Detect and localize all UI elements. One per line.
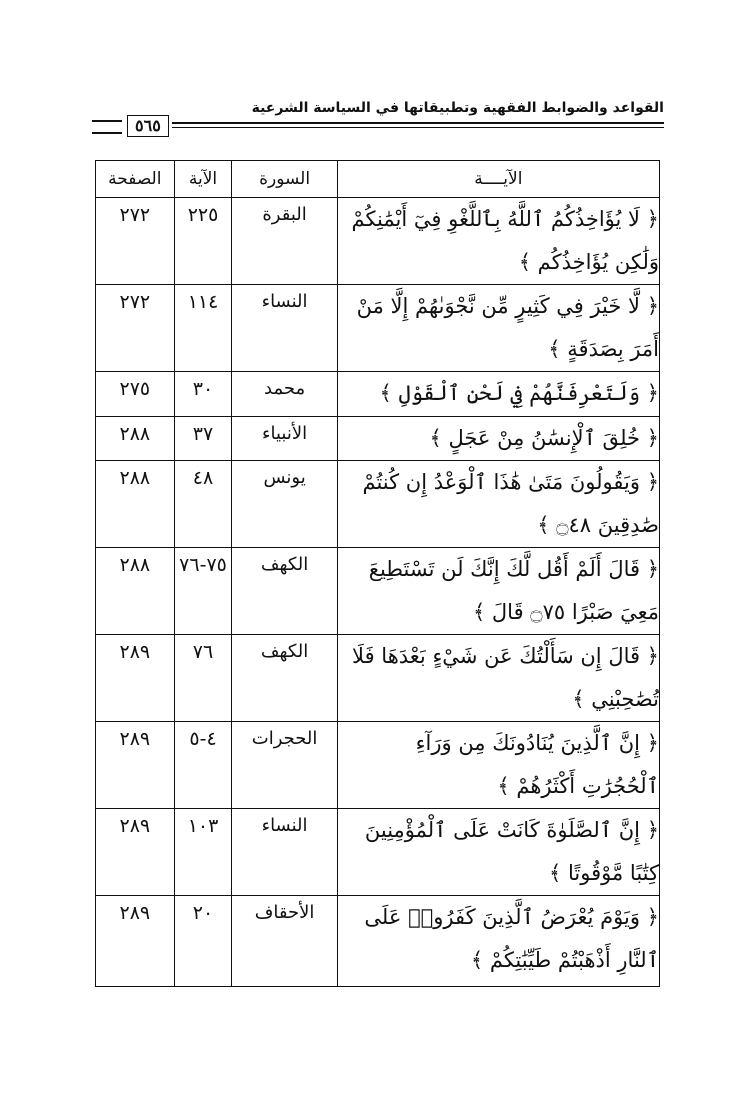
page-ref: ٢٧٥ (96, 372, 175, 417)
table-row (96, 896, 660, 987)
surah-name: الكهف (232, 635, 337, 722)
verse-index-table (95, 160, 660, 987)
table-row (96, 548, 660, 635)
ayah-text: ﴿ لَا يُؤَاخِذُكُمُ ٱللَّهُ بِٱللَّغْوِ فِيٓ أَيْمَٰنِكُمْ وَلَٰكِن يُؤَاخِذُكُم ﴾ (337, 198, 659, 285)
table-row (96, 635, 660, 722)
table-row (96, 417, 660, 461)
ayah-text: ﴿ وَيَوْمَ يُعْرَضُ ٱلَّذِينَ كَفَرُوا۟ عَلَى ٱلنَّارِ أَذْهَبْتُمْ طَيِّبَٰتِكُمْ ﴾ (337, 896, 659, 987)
verse-number: ٣٠ (174, 372, 232, 417)
header-rule-thin (172, 127, 664, 128)
verse-number: ٤-٥ (174, 722, 232, 809)
header-rule (172, 122, 664, 124)
table-row (96, 198, 660, 285)
table-row (96, 722, 660, 809)
page-ref: ٢٨٩ (96, 635, 175, 722)
table-row (96, 461, 660, 548)
page-ref: ٢٧٢ (96, 285, 175, 372)
table-header-row (96, 161, 660, 198)
verse-number: ٤٨ (174, 461, 232, 548)
column-header-verse: الآية (174, 161, 232, 198)
verse-number: ٢٢٥ (174, 198, 232, 285)
ayah-text: ﴿ وَلَتَعْرِفَنَّهُمْ فِي لَحْنِ ٱلْقَوْلِ ﴾ (337, 372, 659, 417)
surah-name: الحجرات (232, 722, 337, 809)
ayah-text: ﴿ إِنَّ ٱلصَّلَوٰةَ كَانَتْ عَلَى ٱلْمُؤْمِنِينَ كِتَٰبًا مَّوْقُوتًا ﴾ (337, 809, 659, 896)
ayah-text: ﴿ إِنَّ ٱلَّذِينَ يُنَادُونَكَ مِن وَرَآءِ ٱلْحُجُرَٰتِ أَكْثَرُهُمْ ﴾ (337, 722, 659, 809)
table-row (96, 285, 660, 372)
running-title: القواعد والضوابط الفقهية وتطبيقاتها في السياسة الشرعية (251, 100, 664, 116)
page-ref: ٢٨٨ (96, 548, 175, 635)
verse-number: ١٠٣ (174, 809, 232, 896)
ayah-text: ﴿ خُلِقَ ٱلْإِنسَٰنُ مِنْ عَجَلٍ ﴾ (337, 417, 659, 461)
surah-name: النساء (232, 285, 337, 372)
table-row (96, 372, 660, 417)
table-row (96, 809, 660, 896)
page-header (92, 100, 664, 140)
page-ref: ٢٨٨ (96, 461, 175, 548)
surah-name: يونس (232, 461, 337, 548)
verse-number: ١١٤ (174, 285, 232, 372)
column-header-surah: السورة (232, 161, 337, 198)
verse-number: ٢٠ (174, 896, 232, 987)
page-ref: ٢٨٩ (96, 722, 175, 809)
page-ref: ٢٧٢ (96, 198, 175, 285)
surah-name: النساء (232, 809, 337, 896)
ayah-text: ﴿ قَالَ أَلَمْ أَقُل لَّكَ إِنَّكَ لَن تَسْتَطِيعَ مَعِيَ صَبْرًا ۝٧٥ قَالَ ﴾ (337, 548, 659, 635)
page-ref: ٢٨٩ (96, 809, 175, 896)
surah-name: محمد (232, 372, 337, 417)
ayah-text: ﴿ وَيَقُولُونَ مَتَىٰ هَٰذَا ٱلْوَعْدُ إِن كُنتُمْ صَٰدِقِينَ ۝٤٨ ﴾ (337, 461, 659, 548)
column-header-page: الصفحة (96, 161, 175, 198)
page-ref: ٢٨٨ (96, 417, 175, 461)
verse-number: ٣٧ (174, 417, 232, 461)
page-ref: ٢٨٩ (96, 896, 175, 987)
surah-name: الأنبياء (232, 417, 337, 461)
column-header-ayah: الآيــــة (337, 161, 659, 198)
surah-name: البقرة (232, 198, 337, 285)
surah-name: الأحقاف (232, 896, 337, 987)
ayah-text: ﴿ قَالَ إِن سَأَلْتُكَ عَن شَيْءٍ بَعْدَهَا فَلَا تُصَٰحِبْنِي ﴾ (337, 635, 659, 722)
verse-number: ٧٥-٧٦ (174, 548, 232, 635)
surah-name: الكهف (232, 548, 337, 635)
page-number: ٥٦٥ (127, 115, 169, 137)
ayah-text: ﴿ لَّا خَيْرَ فِي كَثِيرٍ مِّن نَّجْوَىٰهُمْ إِلَّا مَنْ أَمَرَ بِصَدَقَةٍ ﴾ (337, 285, 659, 372)
header-ornament (92, 120, 122, 134)
verse-number: ٧٦ (174, 635, 232, 722)
